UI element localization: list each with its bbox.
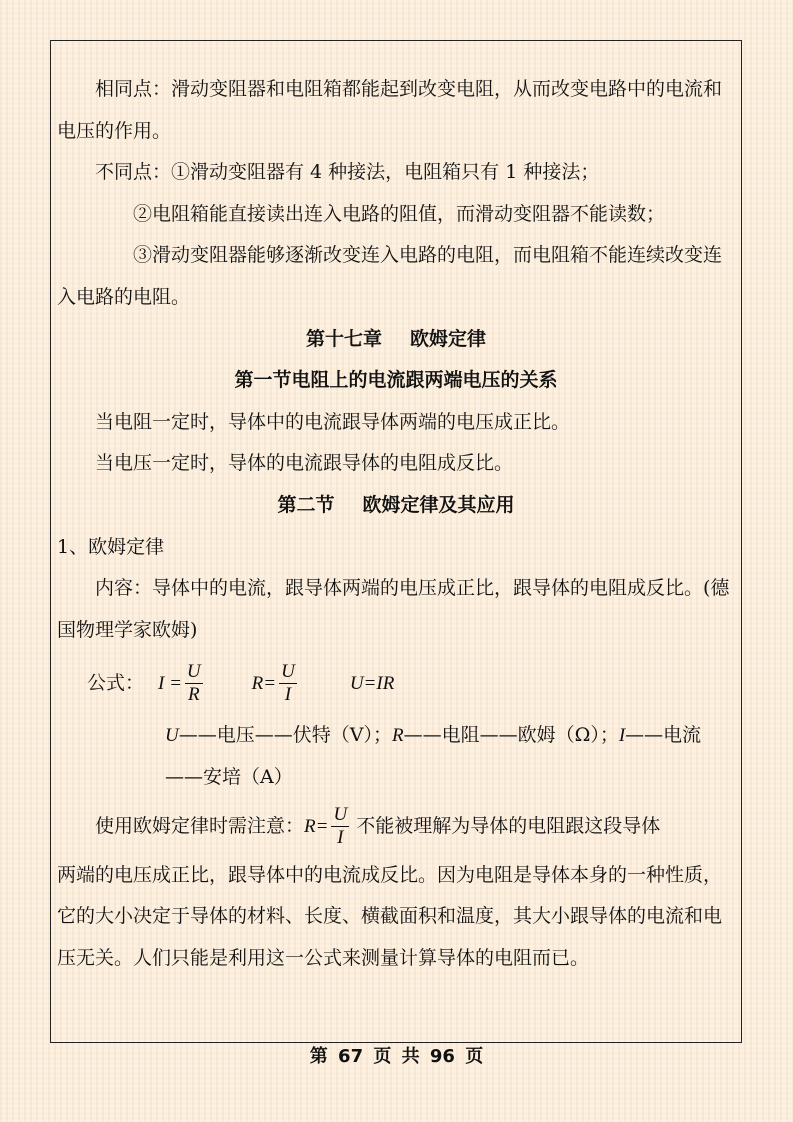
note-prefix: 使用欧姆定律时需注意： — [95, 814, 305, 837]
same-point-paragraph: 相同点：滑动变阻器和电阻箱都能起到改变电阻，从而改变电路中的电流和电压的作用。 — [57, 78, 723, 142]
fraction-denominator: R — [187, 683, 200, 705]
note-rest: 两端的电压成正比，跟导体中的电流成反比。因为电阻是导体本身的一种性质，它的大小决定于导体的材料、长度、横截面积和温度，其大小跟导体的电流和电压无关。人们只能是利用这一公式来测量计算导体的电阻而已。 — [57, 863, 723, 969]
fraction-u-over-i — [279, 661, 297, 706]
unit-u-text: ——电压——伏特（V）； — [178, 724, 392, 747]
section1-line2: 当电压一定时，导体的电流跟导体的电阻成反比。 — [95, 452, 514, 475]
chapter-heading — [57, 319, 735, 361]
fraction-numerator: U — [333, 804, 348, 825]
units-line — [57, 715, 735, 798]
page-content — [57, 69, 735, 979]
fraction-denominator: I — [284, 683, 292, 705]
page-footer: 第 67 页 共 96 页 — [309, 1046, 484, 1067]
section2-number: 第二节 — [277, 493, 335, 516]
fraction-u-over-r — [185, 661, 203, 706]
unit-u-symbol: U — [165, 725, 179, 747]
unit-r-text: ——电阻——欧姆（Ω）； — [403, 724, 619, 747]
diff-point-2: ②电阻箱能直接读出连入电路的阻值，而滑动变阻器不能读数； — [133, 202, 666, 225]
section1-line1: 当电阻一定时，导体中的电流跟导体两端的电压成正比。 — [95, 410, 571, 433]
section2-heading — [57, 485, 735, 527]
formula-r-lhs: R= — [251, 672, 277, 694]
note-suffix: 不能被理解为导体的电阻跟这段导体 — [356, 814, 661, 837]
section1-heading: 第一节电阻上的电流跟两端电压的关系 — [234, 369, 558, 392]
fraction-numerator: U — [281, 660, 295, 682]
diff-point-paragraph: 不同点：①滑动变阻器有 4 种接法，电阻箱只有 1 种接法； — [95, 161, 600, 184]
diff-point-3: ③滑动变阻器能够逐渐改变连入电路的电阻，而电阻箱不能连续改变连入电路的电阻。 — [57, 244, 723, 308]
section2-title: 欧姆定律及其应用 — [362, 493, 515, 516]
unit-r-symbol: R — [391, 725, 404, 747]
chapter-title: 欧姆定律 — [410, 327, 487, 350]
page-frame — [50, 40, 742, 1043]
formula-line — [57, 651, 735, 715]
note-fraction — [331, 804, 349, 849]
unit-i-text: ——电流——安培（A） — [165, 724, 702, 788]
formula-r — [252, 661, 300, 706]
chapter-number: 第十七章 — [305, 327, 382, 350]
fraction-denominator: I — [337, 827, 344, 848]
fraction-numerator: U — [186, 660, 201, 682]
note-first-line — [57, 799, 735, 855]
note-formula — [304, 804, 352, 849]
formula-label: 公式： — [87, 671, 145, 694]
formula-i-lhs: I = — [158, 672, 182, 694]
item-ohms-law: 1、欧姆定律 — [57, 535, 165, 558]
formula-i — [158, 661, 206, 706]
formula-u: U=IR — [349, 672, 395, 694]
note-formula-lhs: R= — [304, 815, 329, 837]
unit-i-symbol: I — [618, 725, 626, 747]
ohms-law-content: 内容：导体中的电流，跟导体两端的电压成正比，跟导体的电阻成反比。(德国物理学家欧姆) — [57, 577, 730, 641]
